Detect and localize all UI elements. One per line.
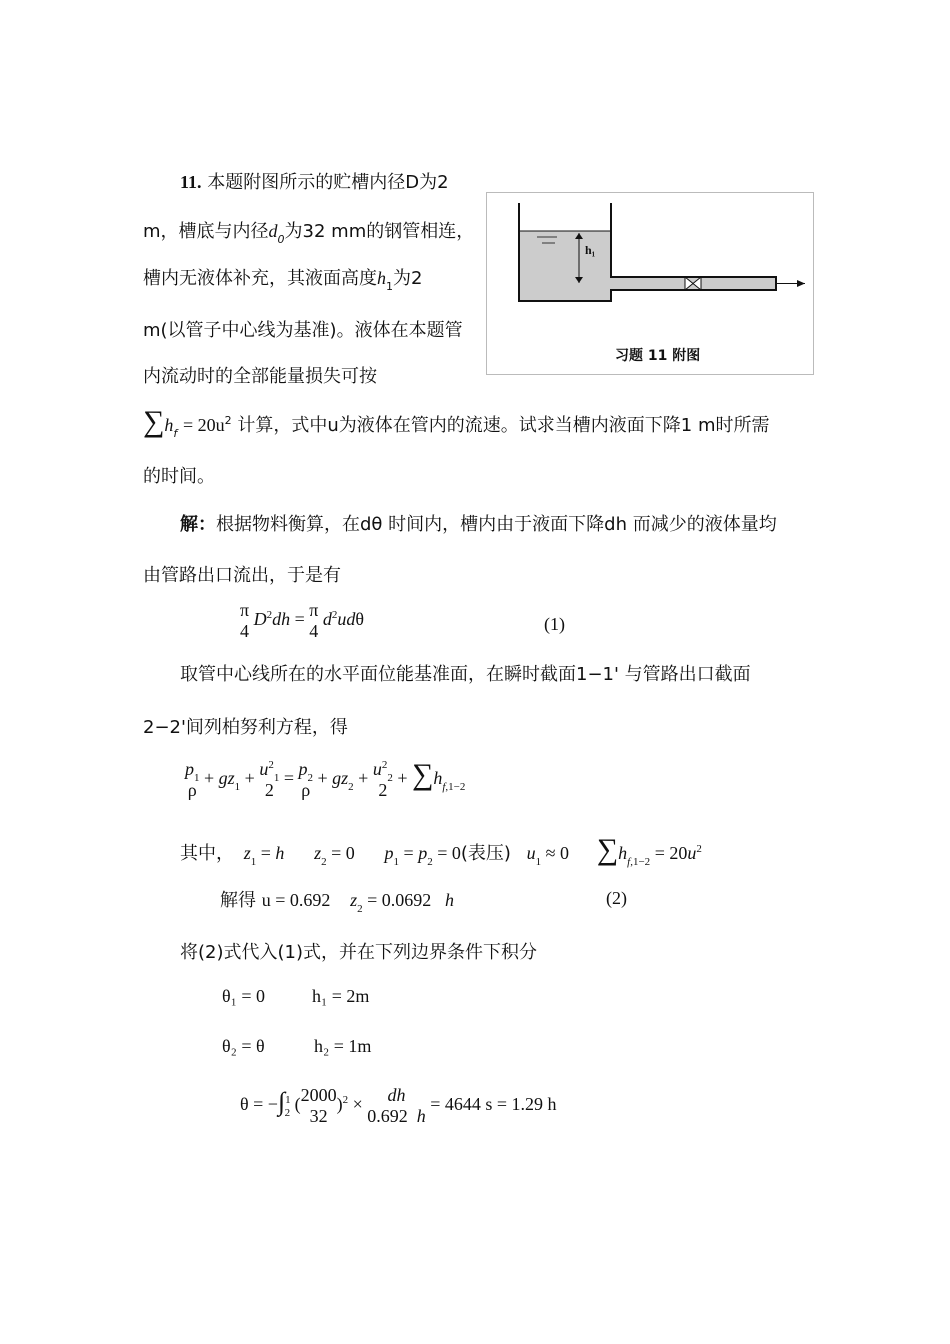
bc2-theta: θ₂ = θ bbox=[222, 1036, 265, 1056]
exponent: 2 bbox=[224, 414, 232, 427]
loss-equation: = 20u bbox=[183, 415, 225, 435]
figure-caption: 习题 11 附图 bbox=[615, 348, 701, 364]
solve-h: h bbox=[445, 890, 455, 910]
symbol-d: d bbox=[268, 221, 278, 241]
solution-line-1 bbox=[180, 510, 777, 536]
solution-line-2: 由管路出口流出，于是有 bbox=[143, 565, 341, 586]
symbol-h: h bbox=[377, 268, 386, 288]
solve-u: u = 0.692 bbox=[261, 890, 331, 910]
problem-number: 11. bbox=[180, 172, 202, 192]
integral-result: = 4644 s = 1.29 h bbox=[430, 1094, 557, 1115]
solution-label: 解： bbox=[180, 514, 216, 535]
problem-line-6 bbox=[143, 405, 770, 439]
where-line: 其中， $z_1 = h$ $z_2 = 0$ $p_1 = p_2 = 0$(表压) $u_1 \approx 0$ $\sum h_{f,1-2} = 20u^2$ bbox=[180, 833, 702, 868]
subscript: f bbox=[173, 427, 178, 440]
solution-line-5: 将(2)式代入(1)式，并在下列边界条件下积分 bbox=[180, 942, 537, 963]
problem-text: 为2 bbox=[393, 268, 423, 289]
equation-1-tag: (1) bbox=[544, 614, 565, 634]
equation-2-tag: (2) bbox=[606, 888, 627, 908]
solution-text: 根据物料衡算，在dθ 时间内，槽内由于液面下降dh 而减少的液体量均 bbox=[216, 514, 777, 535]
problem-line-5: 内流动时的全部能量损失可按 bbox=[143, 366, 377, 387]
bc1-h: h₁ = 2m bbox=[312, 986, 370, 1006]
problem-line-1 bbox=[180, 168, 449, 194]
gauge-pressure-note: (表压) bbox=[460, 843, 511, 864]
problem-text: m，槽底与内径 bbox=[143, 221, 269, 242]
integral-equation: θ = −∫$^1_2$ (2000 32)$^2$ × dh 0.692 h = 4644 s = 1.29 h bbox=[240, 1085, 557, 1126]
solve-line: 解得 u = 0.692 $z_2 = 0.0692$ h bbox=[220, 890, 455, 915]
equation-1: π 4 $D^2dh = \pi$ 4 $d^2ud\theta$ bbox=[240, 600, 364, 641]
subscript: 1 bbox=[386, 280, 393, 293]
solution-line-4: 2−2'间列柏努利方程，得 bbox=[143, 717, 348, 738]
problem-line-2 bbox=[143, 217, 475, 246]
sum-symbol: ∑ bbox=[143, 405, 165, 438]
problem-line-3 bbox=[143, 264, 423, 293]
solve-label: 解得 bbox=[220, 890, 256, 911]
problem-line-4: m(以管子中心线为基准)。液体在本题管 bbox=[143, 320, 463, 341]
problem-line-7: 的时间。 bbox=[143, 466, 215, 487]
problem-text: 计算，式中u为液体在管内的流速。试求当槽内液面下降1 m时所需 bbox=[237, 415, 770, 436]
subscript: 0 bbox=[277, 233, 285, 246]
figure-label-h1: h₁ bbox=[585, 243, 596, 257]
bc1-theta: θ₁ = 0 bbox=[222, 986, 266, 1006]
bernoulli-equation: $p_1$ $\rho + gz_1 + u^2_1$ $2 = p_2$ $\rho + gz_2 + u^2_2$ $2 + \sum h_{f,1-2}$ bbox=[185, 758, 466, 800]
solution-line-3: 取管中心线所在的水平面位能基准面，在瞬时截面1−1' 与管路出口截面 bbox=[180, 664, 751, 685]
tank-figure bbox=[486, 192, 814, 375]
problem-text: 为32 mm的钢管相连， bbox=[284, 221, 475, 242]
symbol-h: h bbox=[164, 415, 174, 435]
pi-over-4: π 4 bbox=[240, 600, 250, 641]
bc2-h: h₂ = 1m bbox=[314, 1036, 372, 1056]
pi-over-4: π 4 bbox=[309, 600, 319, 641]
problem-text: 本题附图所示的贮槽内径D为2 bbox=[207, 172, 449, 193]
problem-text: 槽内无液体补充，其液面高度 bbox=[143, 268, 377, 289]
where-label: 其中， bbox=[180, 843, 234, 864]
